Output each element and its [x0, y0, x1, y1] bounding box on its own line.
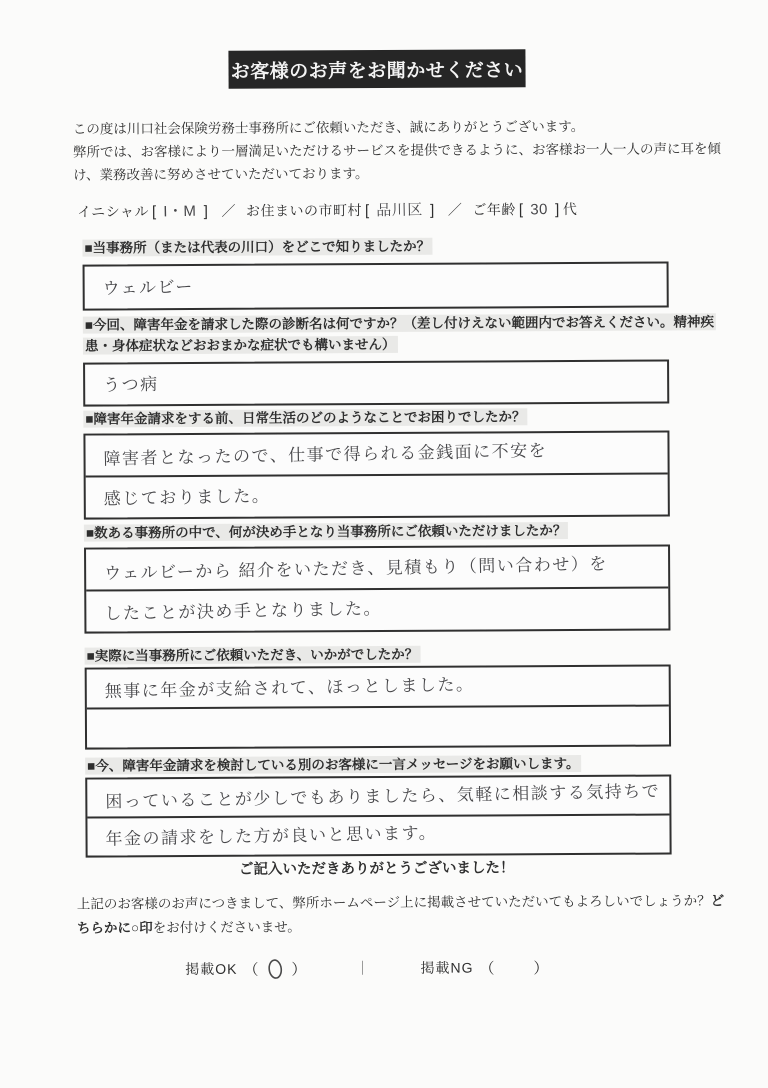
answer-line — [85, 264, 667, 309]
answer-line — [85, 433, 667, 476]
intro-paragraph — [73, 114, 723, 186]
bracket-close: ] — [430, 202, 435, 219]
handwritten-answer: ウェルビー — [103, 278, 194, 297]
consent-text: 上記のお客様のお声につきまして、弊所ホームページ上に掲載させていただいてもよろしいでしょうか？ — [77, 893, 711, 911]
handwritten-answer: 無事に年金が支給されて、ほっとしました。 — [105, 675, 475, 699]
intro-line-1: この度は川口社会保険労務士事務所にご依頼いただき、誠にありがとうございます。 — [73, 114, 723, 140]
question-label-5: ■実際に当事務所にご依頼いただき、いかがでしたか？ — [85, 642, 737, 666]
question-label-2: ■今回、障害年金を請求した際の診断名は何ですか？（差し付けえない範囲内でお答えください。精神疾患・身体症状などおおまかな症状でも構いません） — [83, 311, 735, 356]
handwritten-answer: ウェルビーから 紹介をいただき、見積もり（問い合わせ）を — [104, 555, 608, 582]
bracket-open: [ — [519, 201, 524, 218]
paren-close: ） — [533, 957, 549, 978]
answer-line — [86, 473, 668, 518]
publish-ng-label: 掲載NG — [420, 958, 473, 978]
consent-text: をお付けくださいませ。 — [153, 919, 301, 935]
answer-line — [87, 777, 669, 817]
paren-open: （ — [243, 958, 259, 979]
answer-line — [87, 814, 669, 856]
intro-line-2: 弊所では、お客様により一層満足いただけるサービスを提供できるように、お客様お一人一人の声に耳を傾け、業務改善に努めさせていただいております。 — [73, 137, 723, 186]
handwritten-answer: 困っていることが少しでもありましたら、気軽に相談する気持ちで — [105, 783, 660, 811]
answer-line — [86, 587, 668, 632]
city-value: 品川区 — [376, 202, 423, 218]
question-label-6: ■今、障害年金請求を検討している別のお客様に一言メッセージをお願いします。 — [85, 752, 737, 776]
age-value: 30 — [530, 202, 548, 217]
initial-value: I・M — [163, 204, 196, 220]
answer-line — [85, 362, 667, 405]
bracket-close: ] — [204, 203, 209, 220]
answer-line — [86, 547, 668, 590]
city-label: お住まいの市町村 — [246, 200, 362, 221]
bracket-open: [ — [365, 202, 370, 219]
separator: ／ — [448, 200, 463, 220]
consent-bold-text: どちらかに○印 — [77, 893, 724, 935]
consent-paragraph — [77, 889, 729, 940]
handwritten-answer: うつ病 — [103, 375, 159, 393]
answer-box-4 — [84, 545, 670, 634]
answer-line — [87, 705, 669, 748]
handwritten-answer: 感じておりました。 — [104, 487, 271, 507]
handwritten-answer: したことが決め手となりました。 — [104, 600, 382, 622]
separator: ／ — [221, 201, 236, 221]
handwritten-answer: 障害者となったので、仕事で得られる金銭面に不安を — [103, 442, 547, 468]
publish-choice-line — [185, 955, 555, 981]
circle-icon — [266, 957, 284, 980]
answer-box-5 — [85, 665, 671, 750]
publish-divider: ｜ — [355, 958, 370, 978]
answer-box-3 — [83, 431, 669, 520]
answer-box-1 — [83, 262, 669, 311]
form-title-banner — [228, 49, 525, 89]
age-label: ご年齢 — [472, 199, 516, 219]
question-label-4: ■数ある事務所の中で、何が決め手となり当事務所にご依頼いただけましたか？ — [84, 519, 736, 543]
handwritten-answer: 年金の請求をした方が良いと思います。 — [105, 824, 437, 847]
answer-box-6 — [85, 774, 671, 857]
bracket-open: [ — [152, 203, 157, 220]
paren-open: （ — [479, 957, 495, 978]
paren-close: ） — [291, 958, 307, 979]
question-label-1: ■当事務所（または代表の川口）をどこで知りましたか？ — [82, 234, 734, 258]
page-title: お客様のお声をお聞かせください — [231, 55, 524, 84]
bracket-close: ] — [555, 201, 560, 218]
answer-line — [87, 667, 669, 708]
handwritten-circle-mark — [265, 957, 285, 981]
closing-note: ご記入いただきありがとうございました！ — [87, 856, 667, 880]
age-suffix: 代 — [563, 199, 578, 219]
answer-box-2 — [83, 360, 669, 407]
publish-ok-label: 掲載OK — [185, 959, 237, 979]
initial-label: イニシャル — [77, 201, 149, 221]
question-label-3: ■障害年金請求をする前、日常生活のどのようなことでお困りでしたか？ — [83, 405, 735, 429]
profile-line — [77, 198, 737, 221]
